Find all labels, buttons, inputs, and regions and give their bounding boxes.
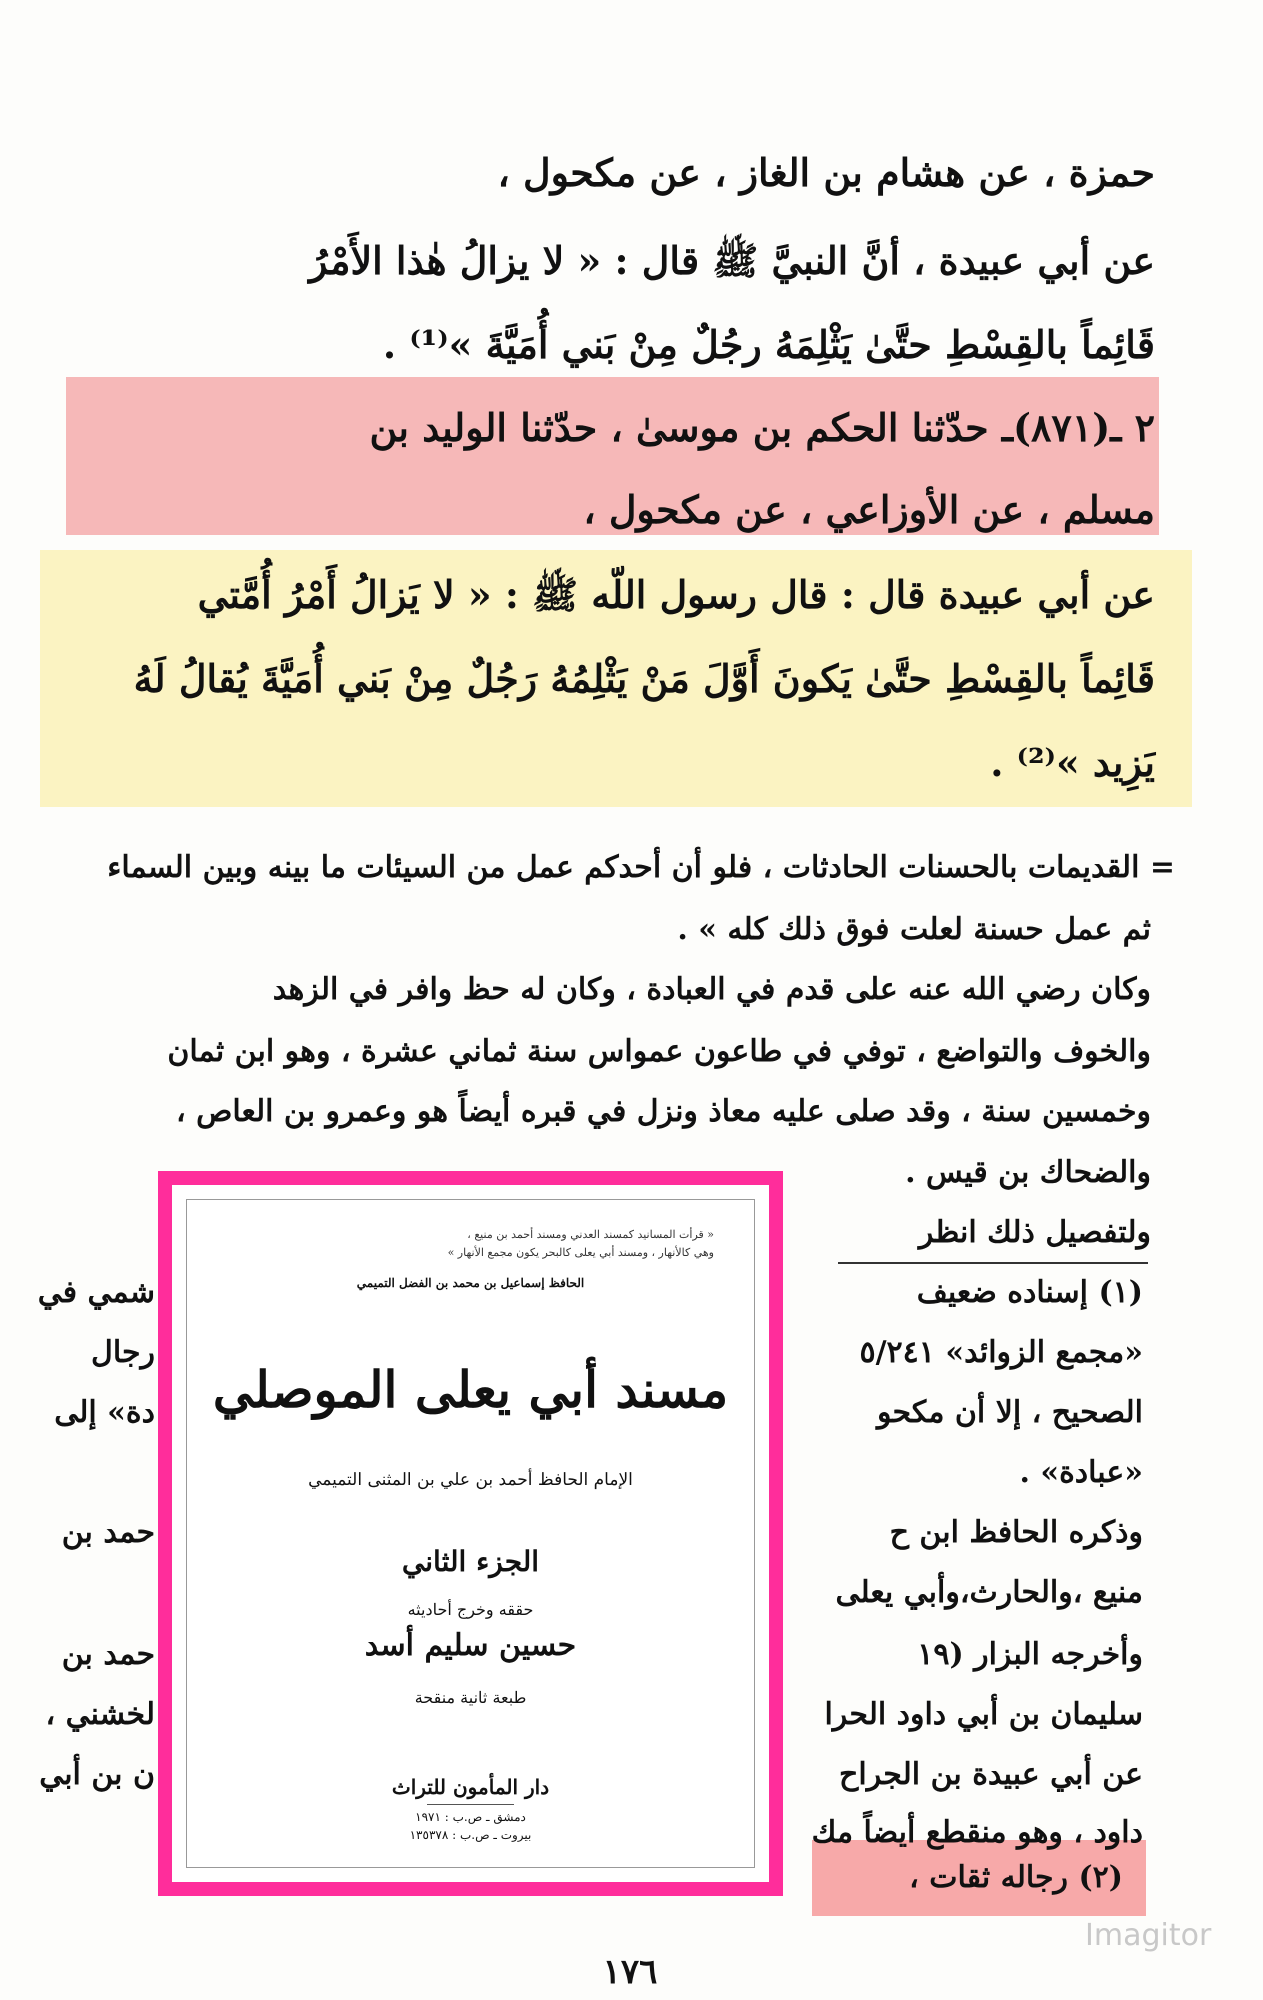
main-text-line: قَائِماً بالقِسْطِ حتَّىٰ يَثْلِمَهُ رجُلٌ مِنْ بَني أُمَيَّةَ »⁽¹⁾ . <box>382 322 1155 367</box>
footnote-line: حمد بن <box>61 1515 155 1550</box>
cover-publisher: دار المأمون للتراث <box>391 1775 550 1799</box>
watermark: Imagitor <box>1085 1918 1212 1953</box>
cover-title: مسند أبي يعلى الموصلي <box>212 1360 729 1419</box>
footnote-line: داود ، وهو منقطع أيضاً مك <box>811 1815 1143 1850</box>
main-text-line: حمزة ، عن هشام بن الغاز ، عن مكحول ، <box>497 150 1155 195</box>
footnote-line: والضحاك بن قيس . <box>905 1155 1151 1190</box>
book-cover-inset <box>158 1171 783 1896</box>
cover-quote-line: وهي كالأنهار ، ومسند أبي يعلى كالبحر يكون مجمع الأنهار » <box>447 1246 714 1259</box>
footnote-divider <box>838 1262 1148 1264</box>
hadith-871-text-line: يَزِيد »⁽²⁾ . <box>990 740 1155 785</box>
hadith-871-text-line: قَائِماً بالقِسْطِ حتَّىٰ يَكونَ أَوَّلَ مَنْ يَثْلِمُهُ رَجُلٌ مِنْ بَني أُمَيَّةَ يُقالُ لَهُ <box>133 656 1155 701</box>
footnote-line: رجال <box>91 1335 155 1370</box>
hadith-871-chain-line: مسلم ، عن الأوزاعي ، عن مكحول ، <box>583 487 1155 532</box>
cover-verified-by: حققه وخرج أحاديثه <box>407 1600 534 1619</box>
footnote-line: ن بن أبي <box>39 1757 155 1792</box>
footnote-line: الصحيح ، إلا أن مكحو <box>876 1395 1143 1430</box>
footnote-line: وخمسين سنة ، وقد صلى عليه معاذ ونزل في قبره أيضاً هو وعمرو بن العاص ، <box>176 1094 1151 1129</box>
cover-address: بيروت ـ ص.ب : ١٣٥٣٧٨ <box>409 1828 532 1842</box>
footnote-line: شمي في <box>37 1275 155 1310</box>
footnote-line: حمد بن <box>61 1637 155 1672</box>
footnote-line: وذكره الحافظ ابن ح <box>889 1515 1143 1550</box>
cover-quote-line: « قرأت المسانيد كمسند العدني ومسند أحمد بن منيع ، <box>467 1228 714 1241</box>
hadith-871-chain-line: ٢ ـ(٨٧١)ـ حدّثنا الحكم بن موسىٰ ، حدّثنا الوليد بن <box>369 405 1155 450</box>
cover-edition: طبعة ثانية منقحة <box>414 1688 527 1707</box>
footnote-line: والخوف والتواضع ، توفي في طاعون عمواس سنة ثماني عشرة ، وهو ابن ثمان <box>167 1034 1151 1069</box>
cover-divider <box>427 1804 514 1805</box>
footnote-line: = القديمات بالحسنات الحادثات ، فلو أن أحدكم عمل من السيئات ما بينه وبين السماء <box>107 850 1175 885</box>
footnote-line: سليمان بن أبي داود الحرا <box>824 1697 1143 1732</box>
footnote-line: دة» إلى <box>54 1395 155 1430</box>
hadith-871-text-line: عن أبي عبيدة قال : قال رسول اللّه ﷺ : « لا يَزالُ أَمْرُ أُمَّتي <box>197 572 1155 617</box>
footnote-line: ولتفصيل ذلك انظر <box>918 1215 1151 1250</box>
book-cover <box>186 1199 755 1868</box>
cover-author: الإمام الحافظ أحمد بن علي بن المثنى التميمي <box>308 1470 633 1490</box>
footnote-line: «مجمع الزوائد» ٥/٢٤١ <box>859 1335 1143 1370</box>
footnote-2-text: (٢) رجاله ثقات ، <box>909 1860 1123 1895</box>
cover-editor: حسين سليم أسد <box>364 1628 577 1663</box>
main-text-line: عن أبي عبيدة ، أنَّ النبيَّ ﷺ قال : « لا يزالُ هٰذا الأَمْرُ <box>309 238 1155 283</box>
footnote-line: لخشني ، <box>45 1697 155 1732</box>
footnote-line: ثم عمل حسنة لعلت فوق ذلك كله » . <box>677 912 1151 947</box>
footnote-line: عن أبي عبيدة بن الجراح <box>839 1757 1143 1792</box>
footnote-line: وأخرجه البزار (١٩ <box>917 1637 1143 1672</box>
cover-credit: الحافظ إسماعيل بن محمد بن الفضل التميمي <box>356 1276 585 1290</box>
cover-address: دمشق ـ ص.ب : ١٩٧١ <box>415 1810 526 1824</box>
page-number: ١٧٦ <box>602 1952 658 1992</box>
footnote-line: (١) إسناده ضعيف <box>916 1275 1143 1310</box>
cover-volume: الجزء الثاني <box>401 1545 540 1578</box>
footnote-line: وكان رضي الله عنه على قدم في العبادة ، وكان له حظ وافر في الزهد <box>272 972 1151 1007</box>
footnote-line: منيع ،والحارث،وأبي يعلى <box>835 1575 1143 1610</box>
footnote-line: «عبادة» . <box>1019 1455 1143 1490</box>
